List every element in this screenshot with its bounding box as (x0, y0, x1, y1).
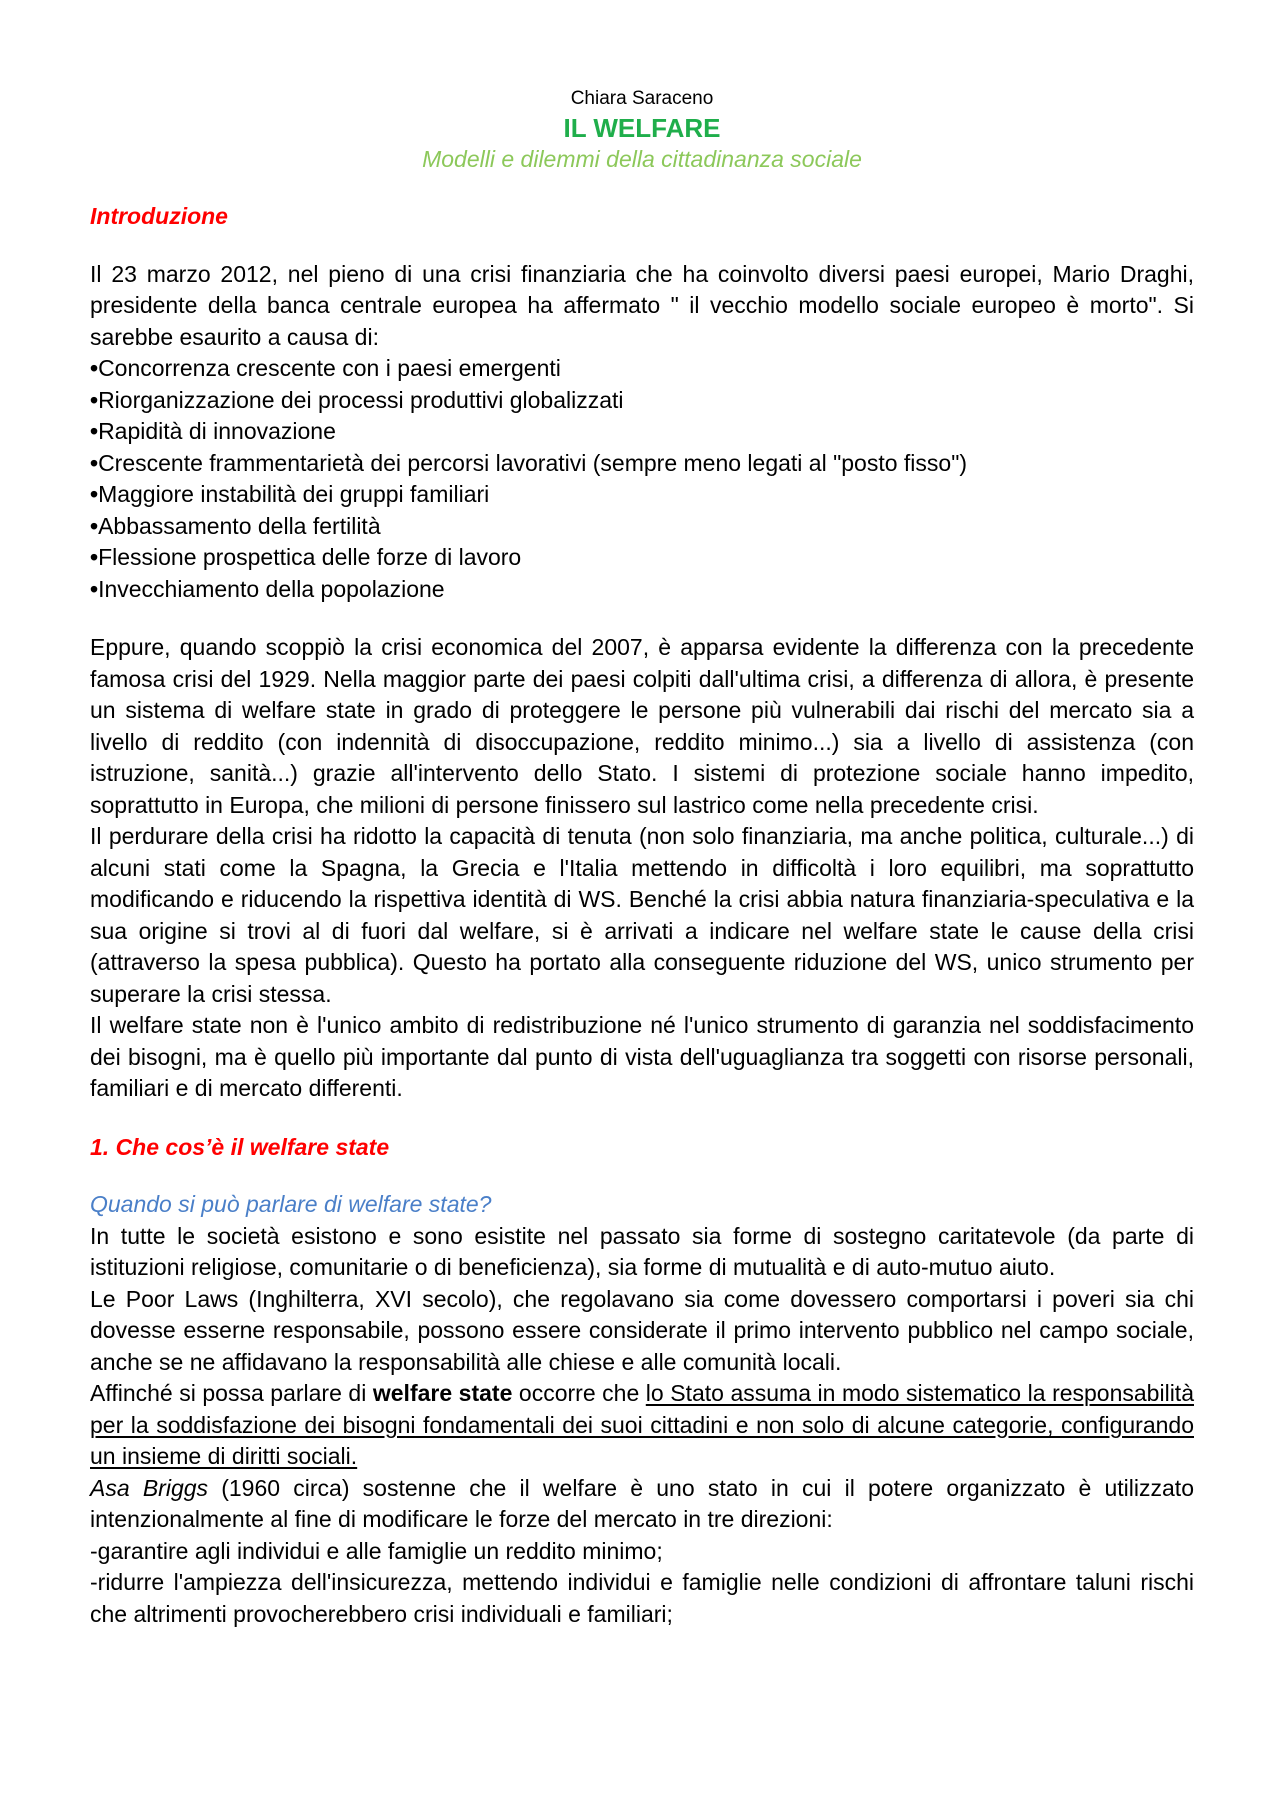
section-1-paragraph-4: Asa Briggs (1960 circa) sostenne che il welfare è uno stato in cui il potere organizzato è utilizzato intenzionalmente al fine di modificare le forze del mercato in tre direzioni: (90, 1474, 1194, 1532)
list-item: •Invecchiamento della popolazione (90, 575, 445, 602)
bullet-icon: • (90, 544, 99, 570)
intro-paragraph-3: Il perdurare della crisi ha ridotto la capacità di tenuta (non solo finanziaria, ma anche politica, culturale...) di alcuni stati come la Spagna, la Grecia e l'Italia mettendo in difficoltà i loro equilibri, ma soprattutto modificando e riducendo la rispettiva identità di WS. Benché la crisi abbia natura finanziaria-speculativa e la sua origine si trovi al di fuori dal welfare, si è arrivati a indicare nel welfare state le cause della crisi (attraverso la spesa pubblica). Questo ha portato alla conseguente riduzione del WS, unico strumento per superare la crisi stessa. (90, 823, 1194, 1007)
list-item: •Flessione prospettica delle forze di lavoro (90, 544, 522, 570)
author-reference: Asa Briggs (90, 1474, 209, 1501)
document-subtitle: Modelli e dilemmi della cittadinanza sociale (422, 146, 862, 172)
bullet-icon: • (90, 386, 99, 413)
author-name: Chiara Saraceno (570, 88, 714, 109)
list-item: •Riorganizzazione dei processi produttivi globalizzati (90, 386, 624, 413)
section-1-subheading: Quando si può parlare di welfare state? (90, 1191, 492, 1217)
section-1-paragraph-1: In tutte le società esistono e sono esistite nel passato sia forme di sostegno caritatevole (da parte di istituzioni religiose, comunitarie o di beneficienza), sia forme di mutualità e di auto-mutuo aiuto. (90, 1222, 1194, 1280)
welfare-definition-underlined: lo Stato assuma in modo sistematico la responsabilità per la soddisfazione dei bisogni fondamentali dei suoi cittadini e non solo di alcune categorie, configurando un insieme di diritti sociali. (90, 1380, 1194, 1469)
causes-list (90, 353, 1194, 605)
intro-paragraph-4: Il welfare state non è l'unico ambito di redistribuzione né l'unico strumento di garanzia nel soddisfacimento dei bisogni, ma è quello più importante dal punto di vista dell'uguaglianza tra soggetti con risorse personali, familiari e di mercato differenti. (90, 1012, 1194, 1101)
bullet-icon: • (90, 418, 99, 444)
bullet-icon: • (90, 481, 99, 507)
document-title: IL WELFARE (563, 113, 721, 143)
list-item: •Rapidità di innovazione (90, 418, 336, 444)
bullet-icon: • (90, 575, 99, 602)
list-item: •Crescente frammentarietà dei percorsi lavorativi (sempre meno legati al "posto fisso") (90, 449, 968, 476)
intro-paragraph-1: Il 23 marzo 2012, nel pieno di una crisi finanziaria che ha coinvolto diversi paesi europei, Mario Draghi, presidente della banca centrale europea ha affermato " il vecchio modello sociale europeo è morto". Si sarebbe esaurito a causa di: (90, 260, 1194, 350)
intro-heading: Introduzione (90, 203, 228, 229)
list-item: •Concorrenza crescente con i paesi emergenti (90, 355, 561, 381)
list-item: -garantire agli individui e alle famiglie un reddito minimo; (90, 1537, 663, 1564)
section-1-paragraph-3: Affinché si possa parlare di welfare state occorre che lo Stato assuma in modo sistematico la responsabilità per la soddisfazione dei bisogni fondamentali dei suoi cittadini e non solo di alcune categorie, configurando un insieme di diritti sociali. (90, 1380, 1194, 1469)
list-item: -ridurre l'ampiezza dell'insicurezza, mettendo individui e famiglie nelle condizioni di affrontare taluni rischi che altrimenti provocherebbero crisi individuali e familiari; (90, 1569, 1194, 1627)
bullet-icon: • (90, 512, 99, 539)
section-1-paragraph-2: Le Poor Laws (Inghilterra, XVI secolo), che regolavano sia come dovessero comportarsi i poveri sia chi dovesse esserne responsabile, possono essere considerate il primo intervento pubblico nel campo sociale, anche se ne affidavano la responsabilità alle chiese e alle comunità locali. (90, 1285, 1194, 1375)
bullet-icon: • (90, 355, 99, 381)
bullet-icon: • (90, 449, 99, 476)
document-page (90, 86, 1194, 1630)
list-item: •Maggiore instabilità dei gruppi familiari (90, 481, 490, 507)
section-1-heading: 1. Che cos’è il welfare state (90, 1133, 390, 1160)
intro-paragraph-2: Eppure, quando scoppiò la crisi economica del 2007, è apparsa evidente la differenza con la precedente famosa crisi del 1929. Nella maggior parte dei paesi colpiti dall'ultima crisi, a differenza di allora, è presente un sistema di welfare state in grado di proteggere le persone più vulnerabili dai rischi del mercato sia a livello di reddito (con indennità di disoccupazione, reddito minimo...) sia a livello di assistenza (con istruzione, sanità...) grazie all'intervento dello Stato. I sistemi di protezione sociale hanno impedito, soprattutto in Europa, che milioni di persone finissero sul lastrico come nella precedente crisi. (90, 634, 1194, 818)
welfare-state-term: welfare state (372, 1380, 513, 1406)
list-item: •Abbassamento della fertilità (90, 512, 381, 539)
